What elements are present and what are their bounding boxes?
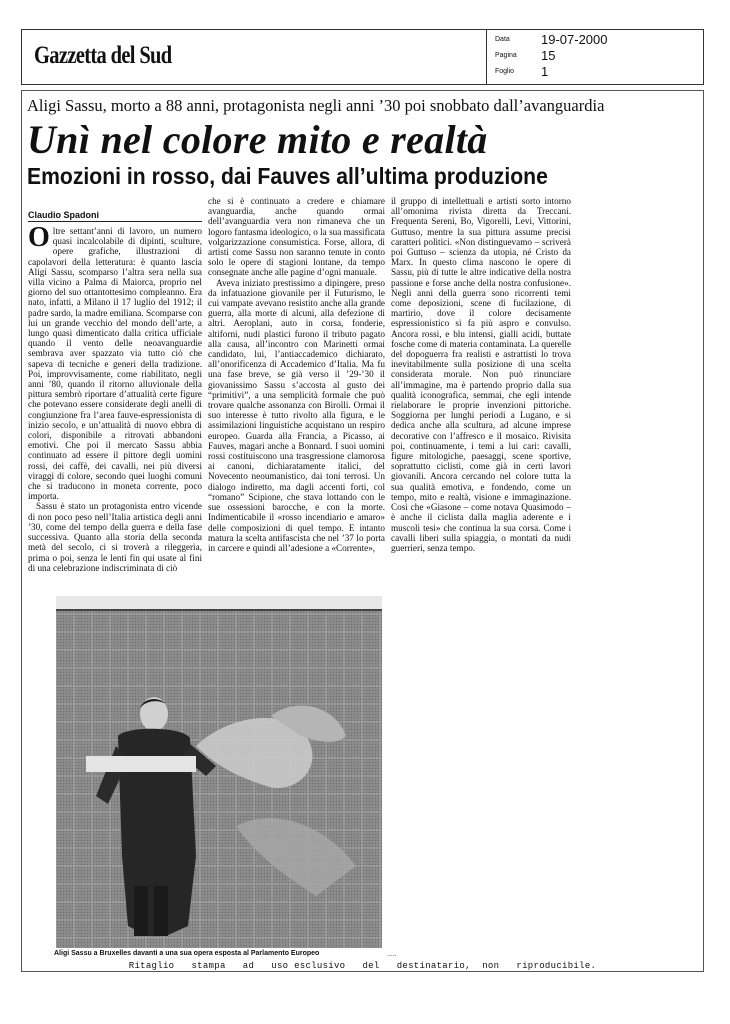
- article-column-2: [208, 196, 385, 589]
- drop-cap: O: [28, 226, 50, 253]
- clipping-meta: [486, 29, 706, 85]
- masthead: [21, 29, 704, 85]
- article-column-3: [391, 196, 571, 588]
- article-kicker: Aligi Sassu, morto a 88 anni, protagonista negli anni ’30 poi snobbato dall’avanguardia: [27, 96, 605, 115]
- paragraph: Aveva iniziato prestissimo a dipingere, preso da infatuazione giovanile per il Futurismo, le cui vampate avevano resistito anche alla grande guerra, alla morte di alcuni, alla defezione di altri. Aeroplani, auto in corsa, fonderie, altiforni, nudi plastici furono il tributo pagato alla causa, all’incontro con Marinetti ormai candidato, lui, l’antiaccademico dichiarato, all’onorificenza di Accademico d’Italia. Ma fu una fase breve, se già verso il ’29-’30 il giovanissimo Sassu s’accosta al gusto dei “primitivi”, a una semplicità formale che può trovare qualche assonanza con Birolli. Ormai il suo interesse è tutto rivolto alla figura, e le assimilazioni linguistiche acquistano un respiro europeo. Guarda alla Francia, a Picasso, ai Fauves, magari anche a Bonnard. I suoi uomini rossi costituiscono una trasgressione clamorosa ai canoni, dichiaratamente italici, del Novecento neoumanistico, dai toni terrosi. Un dialogo indiretto, ma dagli accenti forti, col “romano” Scipione, che stava lottando con le sue ossessioni barocche, e con la morte. Indimenticabile il «rosso incendiario e amaro» delle composizioni di quel tempo. E intanto matura la scelta antifascista che nel ’37 lo porta in carcere e quindi all’adesione a «Corrente»,: [208, 277, 385, 553]
- article-headline: Unì nel colore mito e realtà: [27, 117, 488, 162]
- paragraph: che si è continuato a credere e chiamare avanguardia, anche quando ormai dell’avanguardia vera non rimaneva che un logoro fantasma ideologico, o la sua massificata volgarizzazione consumistica. Forse, allora, di artisti come Sassu non saranno tenute in conto solo le opere di stagioni lontane, da tempo consegnate anche alle pagine d’ogni manuale.: [208, 196, 385, 278]
- meta-page-label: Pagina: [495, 52, 517, 59]
- meta-sheet-label: Foglio: [495, 68, 515, 75]
- meta-sheet-value: 1: [541, 64, 549, 79]
- paragraph: [28, 226, 202, 501]
- meta-date-label: Data: [495, 36, 510, 43]
- photo-artwork: [56, 596, 382, 948]
- paragraph-text: ltre settant’anni di lavoro, un numero quasi incalcolabile di dipinti, sculture, opere grafiche, illustrazioni di capolavori della letteratura: è quanto lascia Aligi Sassu, scomparso l’altra sera nella sua villa vicino a Palma di Maiorca, proprio nel giorno del suo ottantottesimo compleanno. Era nato, infatti, a Milano il 17 luglio del 1912; il padre sardo, la madre emiliana. Scomparse con lui un grande vecchio del mondo dell’arte, a lungo quasi dimenticato dalla critica ufficiale quando il vento delle neoavanguardie sembrava aver spazzato via tutto ciò che sapeva di tecniche e generi della tradizione. Poi, improvvisamente, come riabilitato, negli anni ’80, quando il ritorno alluvionale della pittura sembrò riportare d’attualità certe figure che potevano essere considerate degli anelli di congiunzione fra l’area fauve-espressionista di inizio secolo, e un’attualità di nuovo ebbra di colori, disponibile a ritrovati abbandoni emotivi. Che poi il mercato Sassu abbia continuato ad essere il pittore degli uomini rossi, dei caffè, dei cavalli, nei più diversi viraggi di colore, secondo quei luoghi comuni che si traducono in moneta corrente, poco importa.: [28, 226, 202, 502]
- reproduction-notice: Ritaglio stampa ad uso esclusivo del destinatario, non riproducibile.: [128, 961, 597, 971]
- article-subhead: Emozioni in rosso, dai Fauves all’ultima produzione: [27, 163, 548, 189]
- article-photo: [56, 596, 382, 948]
- caption-trailer: .....: [387, 951, 397, 958]
- publication-name: Gazzetta del Sud: [34, 42, 172, 69]
- meta-date-value: 19-07-2000: [541, 32, 608, 47]
- paragraph: il gruppo di intellettuali e artisti sorto intorno all’omonima rivista diretta da Treccani. Frequenta Sereni, Bo, Vigorelli, Levi, Vittorini, Guttuso, mentre la sua pittura assume precisi caratteri politici. «Non distinguevamo – scriverà poi Guttuso – scienza da utopia, né Cristo da Marx. In questo clima nascono le opere di Sassu, più di tutte le altre indicative della nostra passione e forse anche della nostra confusione». Negli anni della guerra sono ricorrenti temi come deposizioni, scene di fucilazione, di martirio, dove il colore decisamente espressionistico si fa più aspro e convulso. Ancora rossi, e blu intensi, gialli acidi, buttate fosche come di materia contaminata. La querelle del dopoguerra fra realisti e astrattisti lo trova inevitabilmente sulla posizione di una scelta considerata morale. Non può rinunciare all’immagine, ma è partendo proprio dalla sua qualità iconografica, semmai, che egli intende rielaborare le proprie invenzioni pittoriche. Soggiorna per lunghi periodi a Lugano, e si dedica anche alla scultura, ad alcune imprese decorative con l’affresco e il mosaico. Rivisita poi, continuamente, i temi a lui cari: cavalli, figure mitologiche, paesaggi, scene sportive, soprattutto ciclisti, come già in certi lavori giovanili. Ancora cercando nel colore tutta la sua qualità emotiva, e fondendo, come un tempo, mito e realtà, visione e immaginazione. Così che «Giasone – come notava Quasimodo – è anche il ciclista dalla maglia aderente e i muscoli tesi» che continua la sua corsa. Come i cavalli liberi sulla spiaggia, o montati da nudi guerrieri, senza tempo.: [391, 196, 571, 553]
- meta-page-value: 15: [541, 48, 556, 63]
- byline: Claudio Spadoni: [28, 210, 202, 222]
- article-column-1: [28, 226, 202, 580]
- paragraph: Sassu è stato un protagonista entro vicende di non poco peso nell’Italia artistica degli anni ’30, come del tempo della guerra e della fase successiva. Quanto alla storia della seconda metà del secolo, ci si troverà a rileggeria, prima o poi, senza le lenti fin qui usate al fini di una celebrazione indiscriminata di ciò: [28, 501, 202, 573]
- photo-caption: Aligi Sassu a Bruxelles davanti a una sua opera esposta al Parlamento Europeo: [54, 950, 320, 957]
